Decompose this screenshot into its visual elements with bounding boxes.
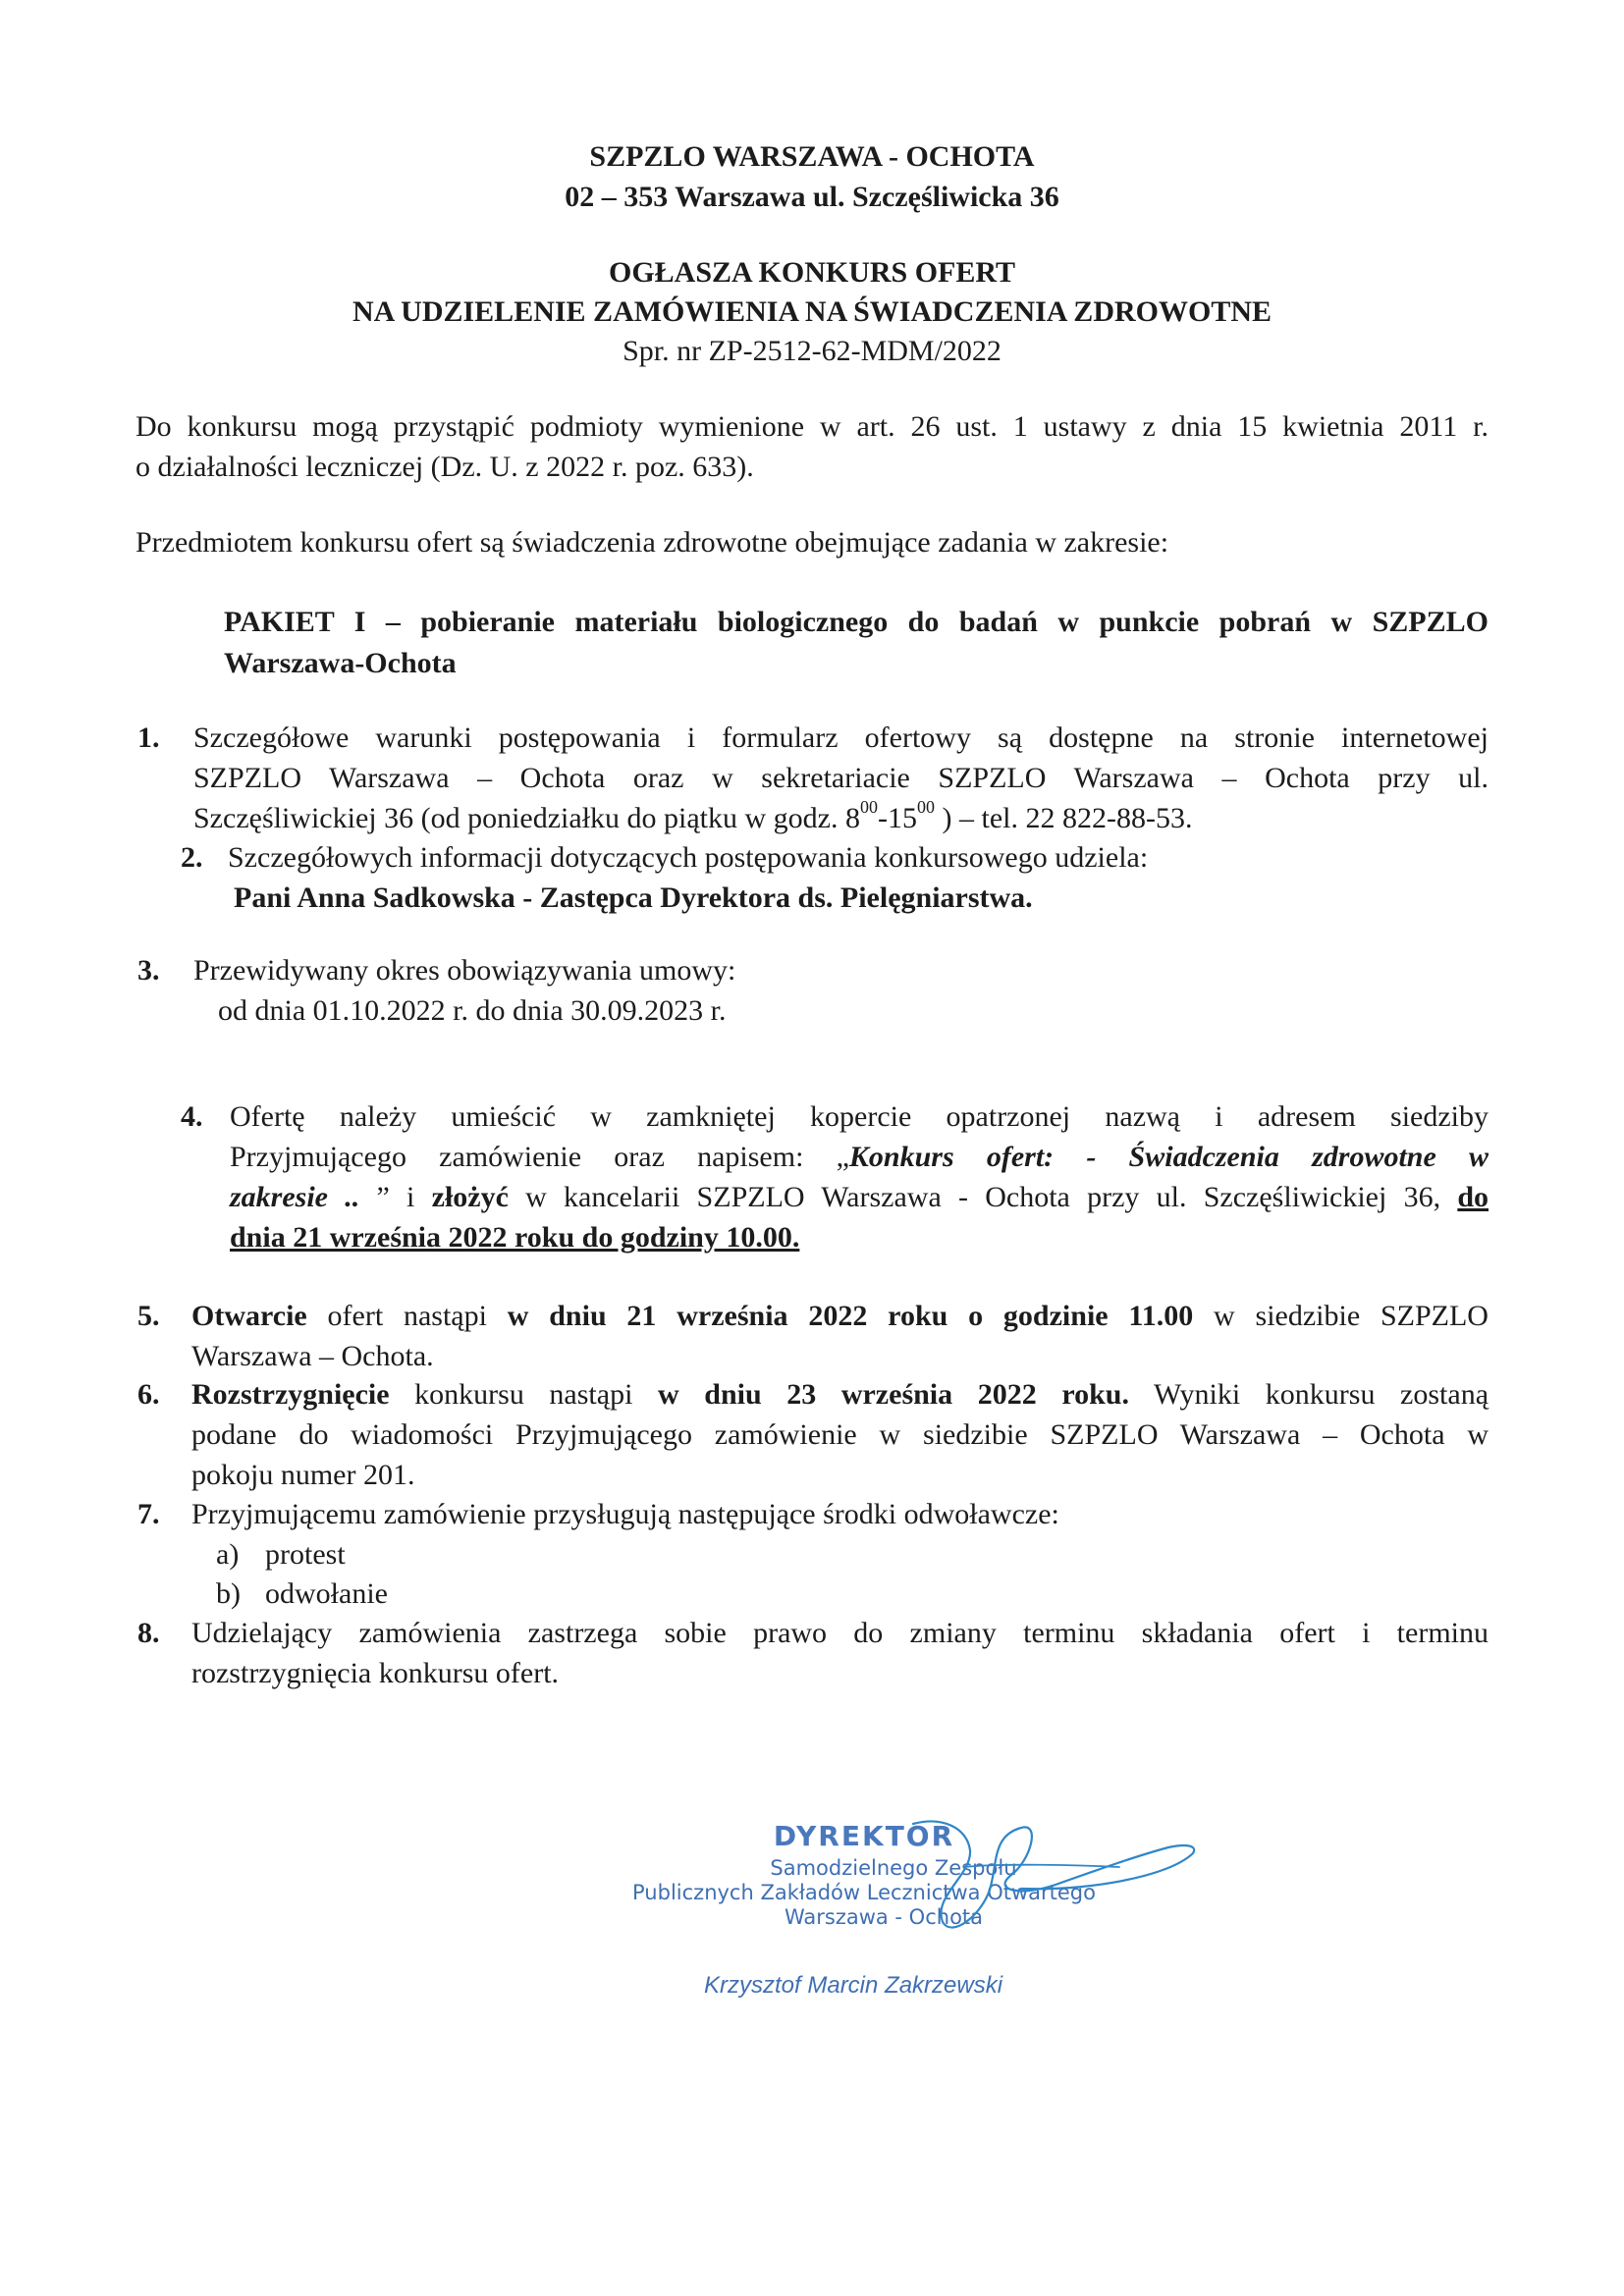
item-8-line-2: rozstrzygnięcia konkursu ofert.: [191, 1657, 560, 1689]
item-1-line-2: SZPZLO Warszawa – Ochota oraz w sekretariacie SZPZLO Warszawa – Ochota przy ul.: [193, 762, 1489, 794]
item-1-number: 1.: [137, 721, 160, 754]
stamp-line-2: Publicznych Zakładów Lecznictwa Otwartego: [632, 1881, 1096, 1904]
item-5-line-1: Otwarcie ofert nastąpi w dniu 21 września 2022 roku o godzinie 11.00 w siedzibie SZPZLO: [191, 1300, 1489, 1332]
stamp-title: DYREKTOR: [773, 1820, 955, 1852]
item-6-number: 6.: [137, 1378, 160, 1411]
package-line-2: Warszawa-Ochota: [224, 647, 457, 679]
subject-line: Przedmiotem konkursu ofert są świadczenia zdrowotne obejmujące zadania w zakresie:: [135, 526, 1169, 559]
stamp-line-1: Samodzielnego Zespołu: [770, 1856, 1017, 1880]
item-1-line-3: Szczęśliwickiej 36 (od poniedziałku do piątku w godz. $8^{00}-15^{00}$ ) – tel. 22 822-88-53.: [193, 797, 1193, 834]
item-2-number: 2.: [181, 841, 203, 874]
item-3-line-1: Przewidywany okres obowiązywania umowy:: [193, 954, 736, 987]
item-4-line-3: zakresie .. ” i złożyć w kancelarii SZPZLO Warszawa - Ochota przy ul. Szczęśliwickiej 36, do: [230, 1181, 1489, 1213]
item-4-deadline: dnia 21 września 2022 roku do godziny 10.00.: [230, 1221, 800, 1254]
item-5-number: 5.: [137, 1300, 160, 1332]
item-5-line-2: Warszawa – Ochota.: [191, 1340, 434, 1372]
signatory-name: Krzysztof Marcin Zakrzewski: [704, 1972, 1003, 1999]
stamp-line-3: Warszawa - Ochota: [784, 1905, 984, 1929]
case-number: Spr. nr ZP-2512-62-MDM/2022: [623, 335, 1001, 367]
item-4-number: 4.: [181, 1100, 203, 1133]
remedy-a-label: a): [216, 1538, 240, 1571]
item-2-contact: Pani Anna Sadkowska - Zastępca Dyrektora ds. Pielęgniarstwa.: [234, 881, 1033, 914]
item-6-line-3: pokoju numer 201.: [191, 1459, 415, 1491]
item-7-line-1: Przyjmującemu zamówienie przysługują następujące środki odwoławcze:: [191, 1498, 1059, 1530]
item-3-number: 3.: [137, 954, 160, 987]
remedy-b-text: odwołanie: [265, 1577, 388, 1610]
header-address: 02 – 353 Warszawa ul. Szczęśliwicka 36: [565, 181, 1059, 213]
intro-line-1: Do konkursu mogą przystąpić podmioty wymienione w art. 26 ust. 1 ustawy z dnia 15 kwietnia 2011 r.: [135, 410, 1489, 443]
item-6-line-2: podane do wiadomości Przyjmującego zamówienie w siedzibie SZPZLO Warszawa – Ochota w: [191, 1418, 1489, 1451]
item-3-line-2: od dnia 01.10.2022 r. do dnia 30.09.2023 r.: [218, 994, 727, 1027]
item-6-line-1: Rozstrzygnięcie konkursu nastąpi w dniu 23 września 2022 roku. Wyniki konkursu zostaną: [191, 1378, 1489, 1411]
package-line-1: PAKIET I – pobieranie materiału biologicznego do badań w punkcie pobrań w SZPZLO: [224, 606, 1489, 638]
item-4-line-1: Ofertę należy umieścić w zamkniętej kopercie opatrzonej nazwą i adresem siedziby: [230, 1100, 1489, 1133]
intro-line-2: o działalności leczniczej (Dz. U. z 2022 r. poz. 633).: [135, 451, 754, 483]
item-8-line-1: Udzielający zamówienia zastrzega sobie prawo do zmiany terminu składania ofert i terminu: [191, 1617, 1489, 1649]
item-4-line-2: Przyjmującego zamówienie oraz napisem: „Konkurs ofert: - Świadczenia zdrowotne w: [230, 1141, 1489, 1173]
item-2-line-1: Szczegółowych informacji dotyczących postępowania konkursowego udziela:: [228, 841, 1149, 874]
announce-title-2: NA UDZIELENIE ZAMÓWIENIA NA ŚWIADCZENIA ZDROWOTNE: [352, 295, 1272, 328]
remedy-a-text: protest: [265, 1538, 346, 1571]
item-8-number: 8.: [137, 1617, 160, 1649]
announce-title-1: OGŁASZA KONKURS OFERT: [608, 256, 1016, 289]
header-org: SZPZLO WARSZAWA - OCHOTA: [589, 140, 1035, 173]
signature-scribble: [874, 1806, 1227, 1944]
item-1-line-1: Szczegółowe warunki postępowania i formularz ofertowy są dostępne na stronie internetowej: [193, 721, 1489, 754]
item-7-number: 7.: [137, 1498, 160, 1530]
remedy-b-label: b): [216, 1577, 241, 1610]
